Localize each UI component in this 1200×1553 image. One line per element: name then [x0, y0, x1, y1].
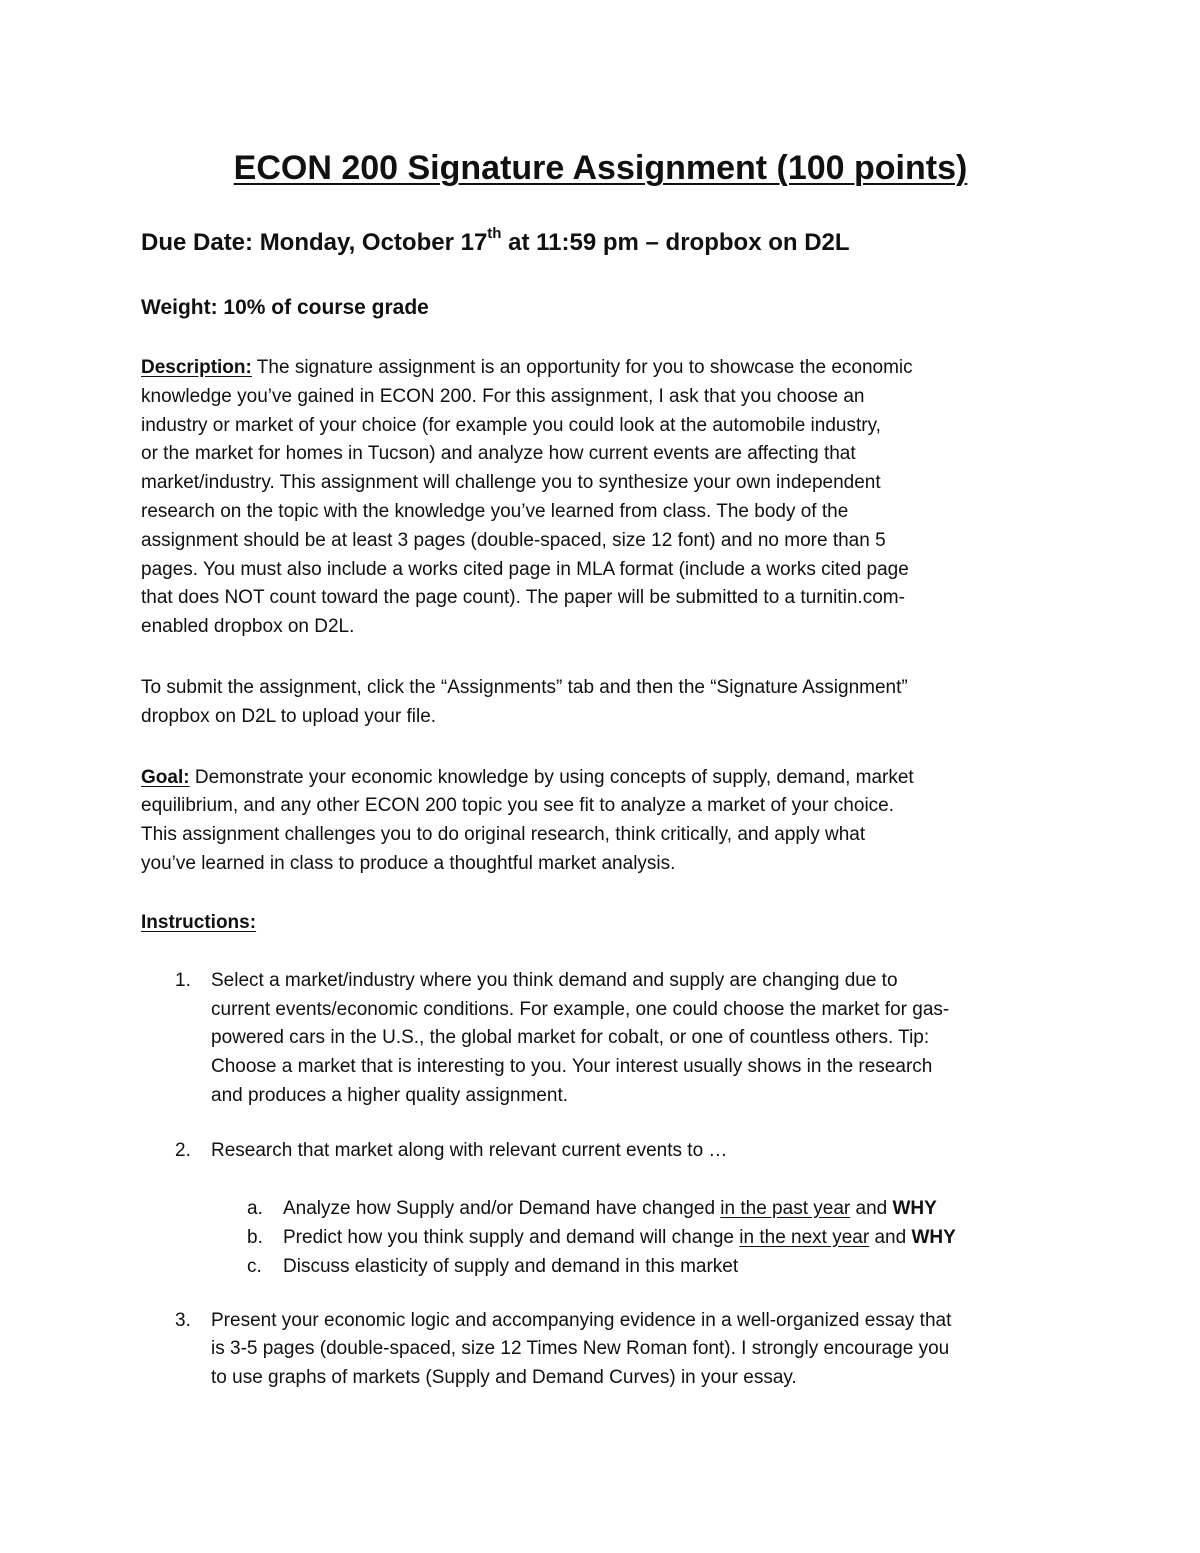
- sub-step-b: [211, 1223, 1060, 1252]
- due-date-suffix: at 11:59 pm – dropbox on D2L: [501, 229, 850, 256]
- sub-step-letter: b.: [247, 1226, 263, 1248]
- goal-line: you’ve learned in class to produce a thoughtful market analysis.: [141, 852, 676, 874]
- description-line: [141, 354, 1060, 383]
- step-line: Present your economic logic and accompanying evidence in a well-organized essay that: [211, 1309, 952, 1331]
- goal-label: Goal:: [141, 766, 190, 788]
- goal-text: Demonstrate your economic knowledge by using concepts of supply, demand, market: [189, 766, 914, 788]
- description-line: research on the topic with the knowledge you’ve learned from class. The body of the: [141, 500, 849, 522]
- sub-step-list: [211, 1194, 1060, 1281]
- sub-step-middle: and: [850, 1197, 893, 1219]
- goal-paragraph: [141, 764, 1060, 879]
- step-line: Select a market/industry where you think demand and supply are changing due to: [211, 969, 898, 991]
- sub-step-letter: c.: [247, 1255, 262, 1277]
- description-line: assignment should be at least 3 pages (double-spaced, size 12 font) and no more than 5: [141, 529, 886, 551]
- sub-step-bold: WHY: [892, 1197, 937, 1219]
- step-line: is 3-5 pages (double-spaced, size 12 Times New Roman font). I strongly encourage you: [211, 1338, 950, 1360]
- description-line: enabled dropbox on D2L.: [141, 616, 355, 638]
- due-date-prefix: Due Date: Monday, October 17: [141, 229, 488, 256]
- step-line: and produces a higher quality assignment.: [211, 1084, 569, 1106]
- step-number: 2.: [175, 1139, 191, 1161]
- description-paragraph: [141, 354, 1060, 642]
- sub-step-middle: and: [869, 1226, 912, 1248]
- due-date: [141, 225, 1060, 258]
- goal-line: equilibrium, and any other ECON 200 topic you see fit to analyze a market of your choice.: [141, 795, 895, 817]
- sub-step-underlined: in the next year: [739, 1226, 870, 1248]
- submit-line: dropbox on D2L to upload your file.: [141, 705, 437, 727]
- goal-line: [141, 764, 1060, 793]
- step-line: Choose a market that is interesting to you. Your interest usually shows in the research: [211, 1056, 933, 1078]
- sub-step-letter: a.: [247, 1197, 263, 1219]
- sub-step-text: Discuss elasticity of supply and demand in this market: [283, 1255, 739, 1277]
- sub-step-text: Analyze how Supply and/or Demand have changed: [283, 1197, 721, 1219]
- step-line: current events/economic conditions. For example, one could choose the market for gas-: [211, 998, 950, 1020]
- description-line: knowledge you’ve gained in ECON 200. For this assignment, I ask that you choose an: [141, 385, 865, 407]
- sub-step-a: [211, 1194, 1060, 1223]
- step-line: powered cars in the U.S., the global market for cobalt, or one of countless others. Tip:: [211, 1027, 930, 1049]
- goal-line: This assignment challenges you to do original research, think critically, and apply what: [141, 824, 866, 846]
- step-line: Research that market along with relevant current events to …: [211, 1139, 728, 1161]
- description-line: industry or market of your choice (for example you could look at the automobile industry,: [141, 414, 881, 436]
- step-line: to use graphs of markets (Supply and Demand Curves) in your essay.: [211, 1367, 797, 1389]
- description-line: pages. You must also include a works cited page in MLA format (include a works cited page: [141, 558, 909, 580]
- sub-step-c: [211, 1252, 1060, 1281]
- document-title: ECON 200 Signature Assignment (100 points): [233, 149, 968, 187]
- submit-paragraph: [141, 674, 1060, 732]
- sub-step-text: Predict how you think supply and demand will change: [283, 1226, 740, 1248]
- instruction-step-1: [141, 967, 1060, 1111]
- weight-line: Weight: 10% of course grade: [141, 296, 429, 319]
- description-text: The signature assignment is an opportunity for you to showcase the economic: [251, 357, 913, 378]
- step-number: 3.: [175, 1309, 191, 1331]
- description-line: or the market for homes in Tucson) and analyze how current events are affecting that: [141, 443, 856, 465]
- instruction-step-3: [141, 1307, 1060, 1393]
- instructions-heading: Instructions:: [141, 911, 257, 933]
- submit-line: To submit the assignment, click the “Assignments” tab and then the “Signature Assignment”: [141, 676, 908, 698]
- instructions-list: [141, 967, 1060, 1393]
- due-date-superscript: th: [487, 225, 502, 242]
- instruction-step-2: [141, 1137, 1060, 1281]
- description-line: that does NOT count toward the page count). The paper will be submitted to a turnitin.com-: [141, 587, 905, 609]
- sub-step-underlined: in the past year: [720, 1197, 851, 1219]
- step-number: 1.: [175, 969, 191, 991]
- description-line: market/industry. This assignment will challenge you to synthesize your own independent: [141, 472, 881, 494]
- sub-step-bold: WHY: [911, 1226, 956, 1248]
- description-label: Description:: [141, 357, 252, 378]
